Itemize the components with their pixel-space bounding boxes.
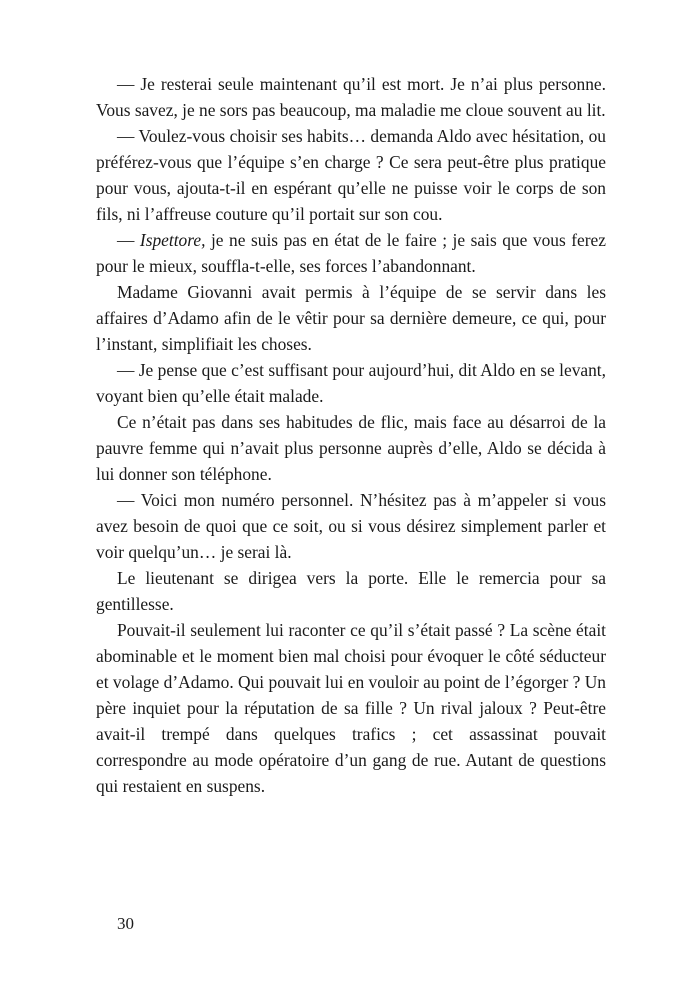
paragraph: — Voulez-vous choisir ses habits… demanda Aldo avec hésitation, ou préférez-vous que l’équipe s’en charge ? Ce sera peut-être plus pratique pour vous, ajouta-t-il en espérant qu’elle ne puisse voir le corps de son fils, ni l’affreuse couture qu’il portait sur son cou. xyxy=(96,126,606,224)
paragraph xyxy=(96,227,606,279)
paragraph: Le lieutenant se dirigea vers la porte. Elle le remercia pour sa gentillesse. xyxy=(96,568,606,614)
italic-address: Ispettore, xyxy=(139,230,206,250)
paragraph: Pouvait-il seulement lui raconter ce qu’il s’était passé ? La scène était abominable et le moment bien mal choisi pour évoquer le côté séducteur et volage d’Adamo. Qui pouvait lui en vouloir au point de l’égorger ? Un père inquiet pour la réputation de sa fille ? Un rival jaloux ? Peut-être avait-il trempé dans quelques trafics ; cet assassinat pouvait correspondre au mode opératoire d’un gang de rue. Autant de questions qui restaient en suspens. xyxy=(96,620,606,796)
paragraph-text: je ne suis pas en état de le faire ; je sais que vous ferez pour le mieux, souffla-t-elle, ses forces l’abandonnant. xyxy=(96,230,606,276)
paragraph: Madame Giovanni avait permis à l’équipe de se servir dans les affaires d’Adamo afin de le vêtir pour sa dernière demeure, ce qui, pour l’instant, simplifiait les choses. xyxy=(96,282,606,354)
paragraph: — Je pense que c’est suffisant pour aujourd’hui, dit Aldo en se levant, voyant bien qu’elle était malade. xyxy=(96,360,606,406)
dialogue-dash: — xyxy=(117,230,140,250)
paragraph: — Je resterai seule maintenant qu’il est mort. Je n’ai plus personne. Vous savez, je ne sors pas beaucoup, ma maladie me cloue souvent au lit. xyxy=(96,74,606,120)
paragraph: Ce n’était pas dans ses habitudes de flic, mais face au désarroi de la pauvre femme qui n’avait plus personne auprès d’elle, Aldo se décida à lui donner son téléphone. xyxy=(96,412,606,484)
page-number: 30 xyxy=(117,914,134,933)
page-body xyxy=(96,71,606,799)
paragraph: — Voici mon numéro personnel. N’hésitez pas à m’appeler si vous avez besoin de quoi que ce soit, ou si vous désirez simplement parler et voir quelqu’un… je serai là. xyxy=(96,490,606,562)
